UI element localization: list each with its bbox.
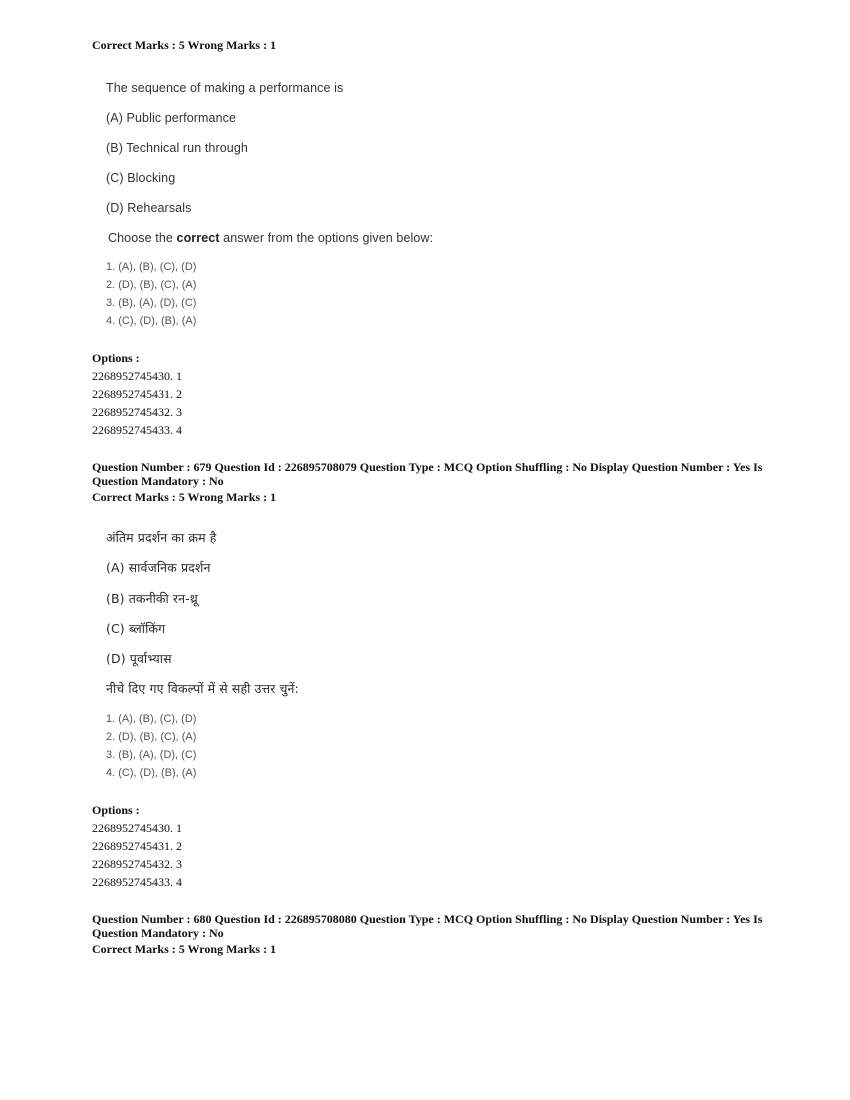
- question-header: Question Number : 679 Question Id : 226895708079 Question Type : MCQ Option Shuffling : No Display Question Number : Yes Is Question Mandatory : No: [92, 460, 763, 488]
- statement-item: (C) ब्लॉकिंग: [106, 621, 166, 636]
- instruction-pre: Choose the: [108, 231, 177, 245]
- marks-line: Correct Marks : 5 Wrong Marks : 1: [92, 942, 277, 956]
- instruction-bold: correct: [176, 231, 220, 245]
- answer-choice: 1. (A), (B), (C), (D): [106, 261, 197, 273]
- statement-item: (B) तकनीकी रन-थ्रू: [106, 591, 198, 606]
- option-id: 2268952745432. 3: [92, 857, 182, 871]
- option-id: 2268952745431. 2: [92, 839, 182, 853]
- options-label: Options :: [92, 803, 140, 817]
- answer-choice: 2. (D), (B), (C), (A): [106, 731, 197, 743]
- option-id: 2268952745430. 1: [92, 369, 182, 383]
- question-text: अंतिम प्रदर्शन का क्रम है: [106, 530, 217, 545]
- answer-choice: 3. (B), (A), (D), (C): [106, 297, 197, 309]
- answer-choice: 4. (C), (D), (B), (A): [106, 767, 197, 779]
- question-header: Question Number : 680 Question Id : 226895708080 Question Type : MCQ Option Shuffling : No Display Question Number : Yes Is Question Mandatory : No: [92, 912, 763, 940]
- statement-item: (D) पूर्वाभ्यास: [106, 651, 172, 666]
- option-id: 2268952745433. 4: [92, 423, 182, 437]
- option-id: 2268952745433. 4: [92, 875, 182, 889]
- statement-item: (A) Public performance: [106, 111, 237, 125]
- instruction-post: answer from the options given below:: [219, 231, 434, 245]
- instruction-text: [108, 230, 433, 246]
- answer-choice: 4. (C), (D), (B), (A): [106, 315, 197, 327]
- marks-line: Correct Marks : 5 Wrong Marks : 1: [92, 490, 277, 504]
- answer-list: [106, 258, 196, 330]
- statement-item: (A) सार्वजनिक प्रदर्शन: [106, 560, 211, 575]
- answer-choice: 3. (B), (A), (D), (C): [106, 749, 197, 761]
- option-id: 2268952745432. 3: [92, 405, 182, 419]
- statement-item: (D) Rehearsals: [106, 201, 192, 215]
- question-text: The sequence of making a performance is: [106, 81, 344, 95]
- statement-item: (B) Technical run through: [106, 141, 248, 155]
- answer-choice: 1. (A), (B), (C), (D): [106, 713, 197, 725]
- instruction-text: नीचे दिए गए विकल्पों में से सही उत्तर चुनें:: [106, 681, 299, 696]
- option-id: 2268952745430. 1: [92, 821, 182, 835]
- options-label: Options :: [92, 351, 140, 365]
- statement-item: (C) Blocking: [106, 171, 176, 185]
- option-id: 2268952745431. 2: [92, 387, 182, 401]
- answer-choice: 2. (D), (B), (C), (A): [106, 279, 197, 291]
- answer-list: [106, 710, 196, 782]
- marks-line: Correct Marks : 5 Wrong Marks : 1: [92, 38, 277, 52]
